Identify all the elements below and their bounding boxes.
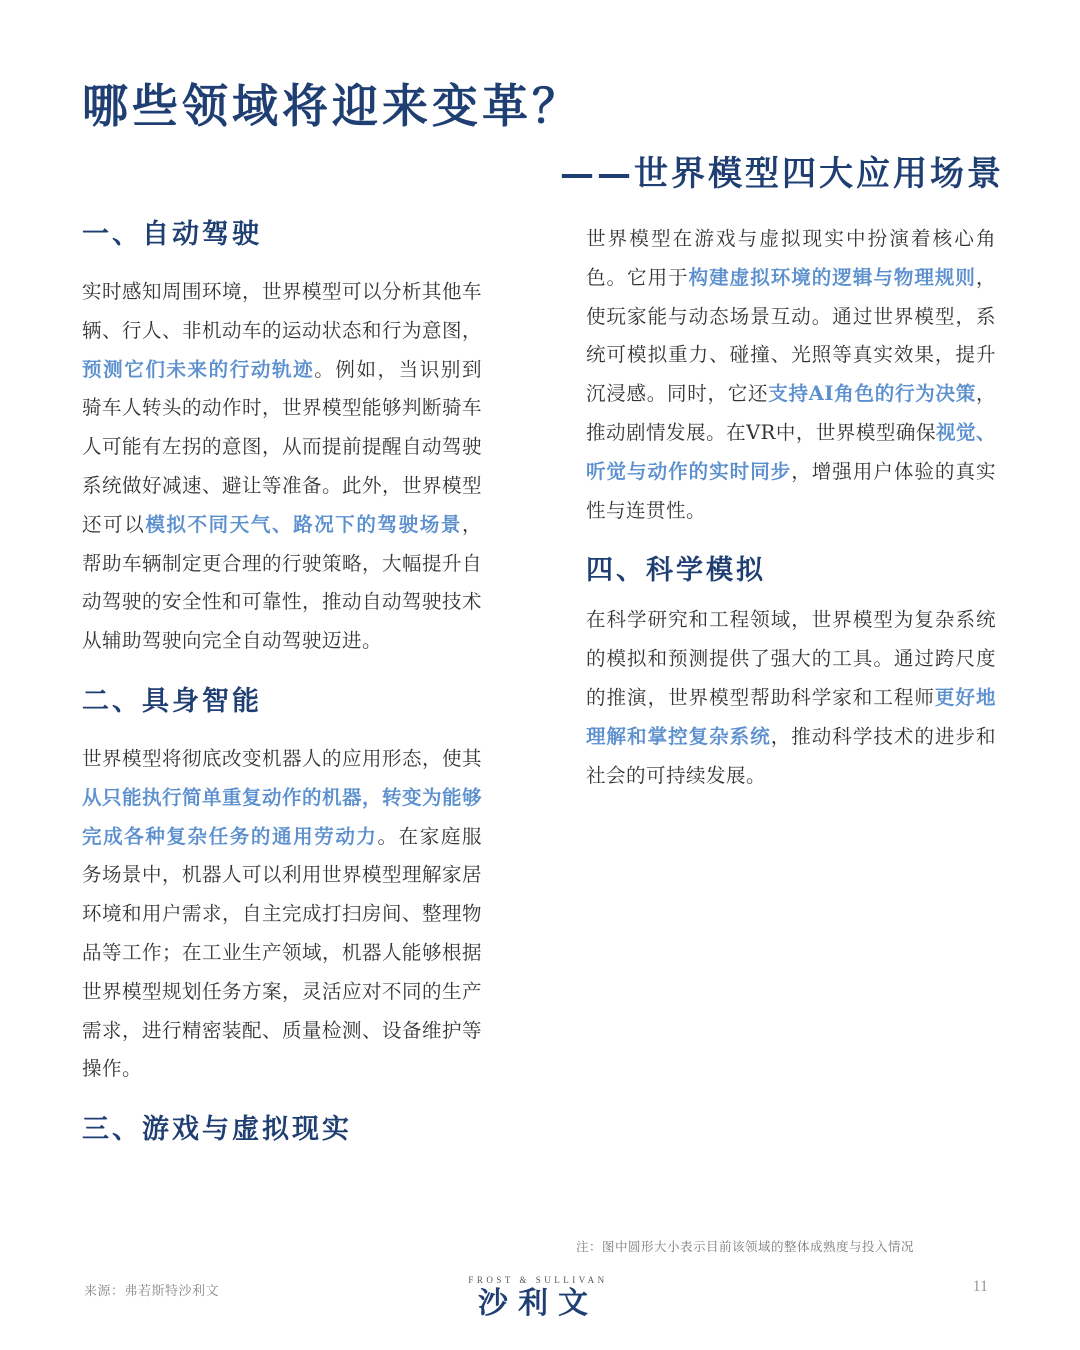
highlighted-text: 视觉、听觉与动作的实时同步	[586, 420, 996, 483]
section-body-embodied-intelligence	[82, 740, 482, 1089]
highlighted-text: 更好地理解和掌控复杂系统	[586, 685, 996, 748]
body-text: ，推动剧情发展。在VR中，世界模型确保	[586, 382, 996, 444]
highlighted-text: 构建虚拟环境的逻辑与物理规则	[688, 265, 976, 289]
body-text: ，推动科学技术的进步和社会的可持续发展。	[586, 724, 996, 787]
body-text: 实时感知周围环境，世界模型可以分析其他车辆、行人、非机动车的运动状态和行为意图，	[82, 280, 483, 342]
highlighted-text: 从只能执行简单重复动作的机器，转变为能够完成各种复杂任务的通用劳动力	[82, 785, 483, 848]
body-text: 在科学研究和工程领域，世界模型为复杂系统的模拟和预测提供了强大的工具。通过跨尺度的推演，世界模型帮助科学家和工程师	[586, 608, 996, 709]
brand-logo	[458, 1275, 618, 1323]
section-body-autonomous-driving	[82, 273, 482, 661]
body-text: 世界模型在游戏与虚拟现实中扮演着核心角色。它用于	[586, 227, 996, 289]
page-number: 11	[972, 1278, 988, 1295]
logo-wordmark-chinese: 沙利文	[478, 1286, 598, 1321]
page-subtitle: ——世界模型四大应用场景	[560, 154, 1004, 194]
section-body-scientific-simulation	[586, 601, 996, 795]
section-heading-embodied-intelligence: 二、具身智能	[82, 685, 262, 717]
section-heading-autonomous-driving: 一、自动驾驶	[82, 219, 262, 250]
footnote: 注：图中圆形大小表示目前该领域的整体成熟度与投入情况	[576, 1239, 915, 1254]
body-text: ，帮助车辆制定更合理的行驶策略，大幅提升自动驾驶的安全性和可靠性，推动自动驾驶技术从辅助驾驶向完全自动驾驶迈进。	[82, 512, 483, 653]
body-text: ，增强用户体验的真实性与连贯性。	[586, 459, 996, 522]
section-heading-games-vr: 三、游戏与虚拟现实	[82, 1114, 352, 1146]
section-body-games-vr	[586, 220, 996, 530]
body-text: ，使玩家能与动态场景互动。通过世界模型，系统可模拟重力、碰撞、光照等真实效果，提升沉浸感。同时，它还	[586, 265, 996, 406]
right-column	[586, 220, 996, 795]
section-heading-scientific-simulation: 四、科学模拟	[586, 555, 766, 587]
body-text: 。在家庭服务场景中，机器人可以利用世界模型理解家居环境和用户需求，自主完成打扫房间、整理物品等工作；在工业生产领域，机器人能够根据世界模型规划任务方案，灵活应对不同的生产需求，进行精密装配、质量检测、设备维护等操作。	[82, 824, 483, 1081]
body-text: 世界模型将彻底改变机器人的应用形态，使其	[82, 746, 483, 770]
left-column	[82, 212, 482, 1146]
source-citation: 来源：弗若斯特沙利文	[84, 1284, 220, 1299]
highlighted-text: 模拟不同天气、路况下的驾驶场景	[145, 512, 462, 536]
highlighted-text: 预测它们未来的行动轨迹	[82, 357, 315, 381]
logo-wordmark-english: FROST & SULLIVAN	[468, 1275, 608, 1285]
body-text: 。例如，当识别到骑车人转头的动作时，世界模型能够判断骑车人可能有左拐的意图，从而提前提醒自动驾驶系统做好减速、避让等准备。此外，世界模型还可以	[82, 357, 483, 536]
highlighted-text: 支持AI角色的行为决策	[768, 382, 976, 406]
page-title: 哪些领域将迎来变革？	[82, 79, 582, 133]
